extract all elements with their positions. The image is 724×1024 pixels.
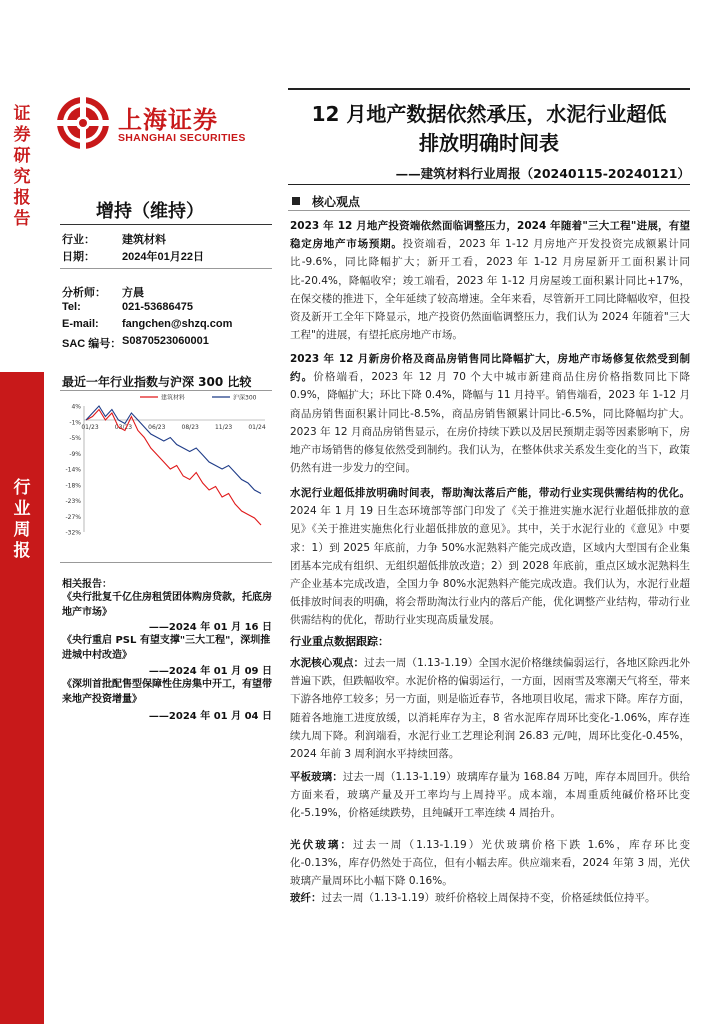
chart-title: 最近一年行业指数与沪深 300 比较 [62, 375, 252, 389]
email-label: E-mail: [62, 318, 99, 330]
paragraph-cement [290, 654, 690, 763]
y-tick-label: -14% [65, 466, 81, 474]
paragraph-7-body: 过去一周（1.13-1.19）玻纤价格较上周保持不变，价格延续低位持平。 [321, 892, 656, 904]
x-tick-label: 08/23 [181, 424, 199, 431]
legend-label: 沪深300 [233, 394, 257, 402]
legend-label: 建筑材料 [161, 394, 186, 402]
meta-divider [60, 268, 272, 269]
square-bullet-icon [292, 197, 300, 205]
related-report-2[interactable]: 《央行重启 PSL 有望支撑"三大工程"，深圳推进城中村改造》 [62, 635, 271, 661]
paragraph-5-lead: 平板玻璃： [290, 771, 343, 783]
paragraph-3-lead: 水泥行业超低排放明确时间表，帮助淘汰落后产能，带动行业实现供需结构的优化。 [290, 487, 690, 499]
paragraph-pv-glass [290, 836, 690, 891]
paragraph-1-body: 投资端看，2023 年 1-12 月房地产开发投资完成额累计同比-9.6%，同比降幅扩大；新开工看，2023 年 1-12 月房屋新开工面积累计同比-20.4%，降幅收窄；竣工端看，2023 年 1-12 月房屋竣工面积累计同比+17%，在保交楼的推进下，全年延续了较高增速。全年来看，尽管新开工同比降幅收窄，但投资及新开工全年下降显示，地产投资仍然面临调整压力，我们认为 2024 年随着"三大工程"的进展，有望托底房地产市场。 [290, 238, 690, 342]
related-report-2-date: ——2024 年 01 月 09 日 [148, 666, 272, 677]
logo-chinese-name: 上海证券 [118, 106, 218, 134]
series-line [86, 410, 261, 526]
paragraph-4-lead: 水泥核心观点： [290, 657, 365, 669]
report-type-label: 行业周报 [13, 478, 31, 561]
y-tick-label: -27% [65, 513, 81, 521]
paragraph-5-body: 过去一周（1.13-1.19）玻璃库存量为 168.84 万吨，库存本周回升。供给方面来看，玻璃产量及开工率均与上周持平。成本端，本周重质纯碱价格环比变化-5.19%，价格延续跌势，且纯碱开工率连续 4 周抬升。 [290, 771, 690, 820]
report-title-line-2: 排放明确时间表 [419, 131, 559, 155]
logo-mark-icon [56, 96, 110, 150]
tel-label: Tel: [62, 301, 81, 313]
report-title [288, 100, 690, 158]
email-value[interactable]: fangchen@shzq.com [122, 318, 233, 330]
paragraph-4-body: 过去一周（1.13-1.19）全国水泥价格继续偏弱运行，各地区除西北外普遍下跌，但跌幅收窄。水泥价格的偏弱运行，一方面，因雨雪及寒潮天气将至，带来下游各地停工较多；另一方面，则是临近春节，各地项目收尾，需求下降。库存方面，随着各地施工进度放缓，以消耗库存为主，8 省水泥库存周环比变化-1.06%，库存连续九周下降。利润端看，水泥行业工艺理论利润 26.83 元/吨，周环比变化-0.45%，2024 年前 3 周利润水平持续回落。 [290, 657, 691, 761]
paragraph-cement-emissions [290, 484, 690, 630]
paragraph-3-body: 2024 年 1 月 19 日生态环境部等部门印发了《关于推进实施水泥行业超低排放的意见》《关于推进实施焦化行业超低排放的意见》。其中，关于水泥行业的《意见》中要求：1）到 2025 年底前，力争 50%水泥熟料产能完成改造，区域内大型国有企业集团基本完成有组织、无组织超低排放改造；2）到 2028 年底前，重点区域水泥熟料生产企业基本完成改造，全国力争 80%水泥熟料产能完成改造。我们认为，水泥行业超低排放时间表的明确，将会帮助淘汰行业内的落后产能，优化调整产业结构，带动行业供需结构的优化，帮助行业实现高质量发展。 [290, 505, 690, 627]
title-bottom-rule [288, 184, 690, 185]
analyst-value: 方晨 [122, 287, 144, 299]
related-reports-title: 相关报告： [62, 579, 112, 590]
report-subtitle: ——建筑材料行业周报（20240115-20240121） [395, 166, 690, 181]
tel-value: 021-53686475 [122, 301, 193, 313]
paragraph-6-body: 过去一周（1.13-1.19）光伏玻璃价格下跌 1.6%，库存环比变化-0.13%，库存仍然处于高位，但有小幅去库。供应端来看，2024 年第 3 周，光伏玻璃产量周环比小幅下降 0.16%。 [290, 839, 690, 888]
company-logo [56, 96, 246, 156]
analyst-label: 分析师： [62, 287, 106, 299]
paragraph-2-body: 价格端看，2023 年 12 月 70 个大中城市新建商品住房价格指数同比下降 0.9%，降幅扩大；环比下降 0.4%，降幅与 11 月持平。销售端看，2023 年 1-12 月商品房销售面积累计同比-8.5%，商品房销售额累计同比-6.5%，同比降幅均扩大。2023 年 12 月商品房销售显示，在房价持续下跌以及居民预期走弱等因素影响下，房地产市场销售的修复依然受到制约。我们认为，在整体供求关系发生变化的当下，政策仍然有进一步发力的空间。 [290, 371, 690, 475]
side-band [0, 0, 44, 1024]
paragraph-2-lead: 2023 年 12 月新房价格及商品房销售同比降幅扩大，房地产市场修复依然受到制约。 [290, 353, 690, 384]
y-tick-label: -18% [65, 482, 81, 490]
date-label: 日期： [62, 251, 95, 263]
related-report-3-date: ——2024 年 01 月 04 日 [148, 711, 272, 722]
related-report-3[interactable]: 《深圳首批配售型保障性住房集中开工，有望带来地产投资增量》 [62, 679, 272, 705]
core-views-heading-text: 核心观点 [312, 195, 361, 209]
paragraph-property-investment [290, 217, 690, 344]
index-comparison-chart [60, 392, 270, 542]
rating: 增持（维持） [96, 201, 204, 222]
series-line [86, 406, 261, 494]
side-band-red [0, 372, 44, 1024]
paragraph-glass-fiber [290, 889, 690, 907]
core-views-heading [292, 193, 360, 210]
paragraph-1-lead: 2023 年 12 月地产投资端依然面临调整压力，2024 年随着"三大工程"进展，有望稳定房地产市场预期。 [290, 220, 690, 251]
chart-title-divider [60, 390, 272, 391]
chart-bottom-divider [60, 562, 272, 563]
report-title-line-1: 12 月地产数据依然承压，水泥行业超低 [311, 102, 667, 126]
report-category-label: 证券研究报告 [13, 104, 31, 229]
sac-label: SAC 编号： [62, 338, 122, 350]
x-tick-label: 03/23 [114, 424, 133, 431]
logo-english-name: SHANGHAI SECURITIES [118, 132, 246, 144]
related-report-1-date: ——2024 年 01 月 16 日 [148, 622, 272, 633]
related-report-1[interactable]: 《央行批复千亿住房租赁团体购房贷款，托底房地产市场》 [62, 592, 272, 618]
y-tick-label: -23% [65, 498, 81, 505]
title-top-rule [288, 88, 690, 90]
sac-value: S0870523060001 [122, 335, 209, 347]
rating-divider [60, 224, 272, 225]
data-tracking-heading: 行业重点数据跟踪： [290, 635, 389, 648]
x-tick-label: 06/23 [148, 424, 166, 431]
paragraph-7-lead: 玻纤： [290, 892, 322, 904]
industry-value: 建筑材料 [122, 234, 166, 246]
y-tick-label: -1% [69, 419, 81, 427]
y-tick-label: 4% [71, 403, 81, 411]
paragraph-6-lead: 光伏玻璃： [290, 839, 354, 851]
y-tick-label: -32% [65, 529, 81, 537]
y-tick-label: -5% [69, 435, 81, 442]
x-tick-label: 01/24 [248, 424, 266, 431]
x-tick-label: 11/23 [214, 424, 233, 431]
x-tick-label: 01/23 [81, 424, 99, 431]
y-tick-label: -9% [69, 450, 81, 458]
date-value: 2024年01月22日 [122, 251, 204, 263]
core-views-divider [288, 210, 690, 211]
paragraph-flat-glass [290, 768, 690, 823]
industry-label: 行业： [62, 234, 95, 246]
paragraph-house-prices [290, 350, 690, 477]
